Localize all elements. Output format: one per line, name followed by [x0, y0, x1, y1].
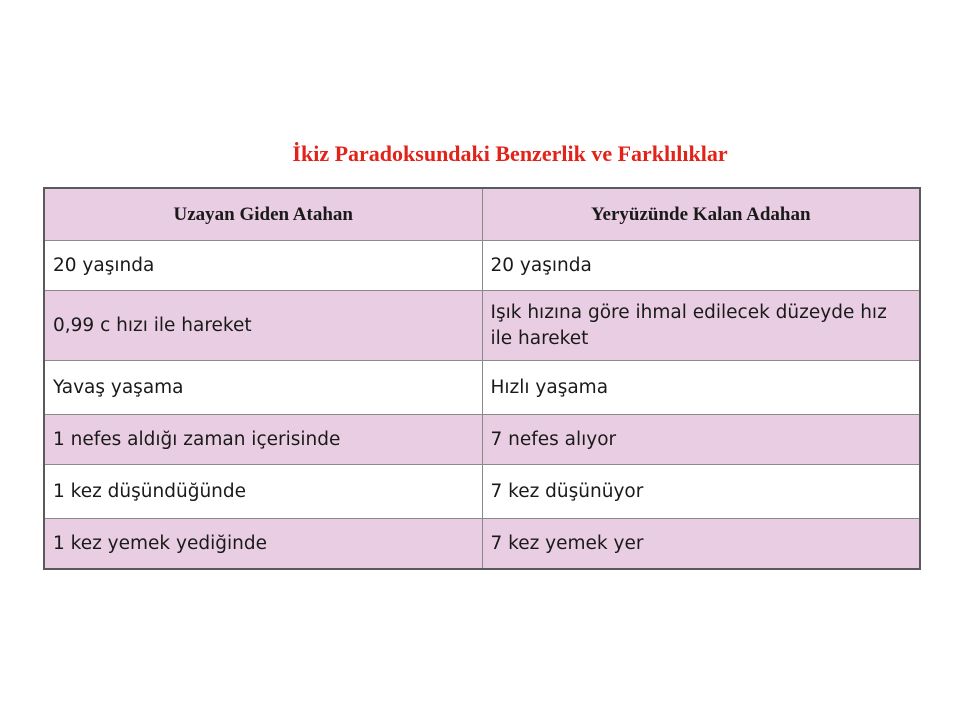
table-cell: 1 kez düşündüğünde: [44, 465, 482, 519]
table-cell: 20 yaşında: [482, 241, 920, 291]
column-header-atahan: Uzayan Giden Atahan: [44, 188, 482, 241]
table-cell: Yavaş yaşama: [44, 361, 482, 415]
table-row: [44, 465, 920, 519]
table-cell: 7 kez düşünüyor: [482, 465, 920, 519]
table-row: [44, 415, 920, 465]
table-cell: 1 nefes aldığı zaman içerisinde: [44, 415, 482, 465]
header-row: [44, 188, 920, 241]
table-cell: Işık hızına göre ihmal edilecek düzeyde hız ile hareket: [482, 291, 920, 361]
column-header-adahan: Yeryüzünde Kalan Adahan: [482, 188, 920, 241]
table-row: [44, 519, 920, 570]
comparison-table: [43, 187, 921, 570]
table-cell: 1 kez yemek yediğinde: [44, 519, 482, 570]
table-row: [44, 291, 920, 361]
table-row: [44, 241, 920, 291]
table-cell: Hızlı yaşama: [482, 361, 920, 415]
table-row: [44, 361, 920, 415]
table-cell: 0,99 c hızı ile hareket: [44, 291, 482, 361]
table-title: İkiz Paradoksundaki Benzerlik ve Farklılıklar: [292, 141, 728, 166]
table-cell: 7 kez yemek yer: [482, 519, 920, 570]
table-cell: 7 nefes alıyor: [482, 415, 920, 465]
table-cell: 20 yaşında: [44, 241, 482, 291]
